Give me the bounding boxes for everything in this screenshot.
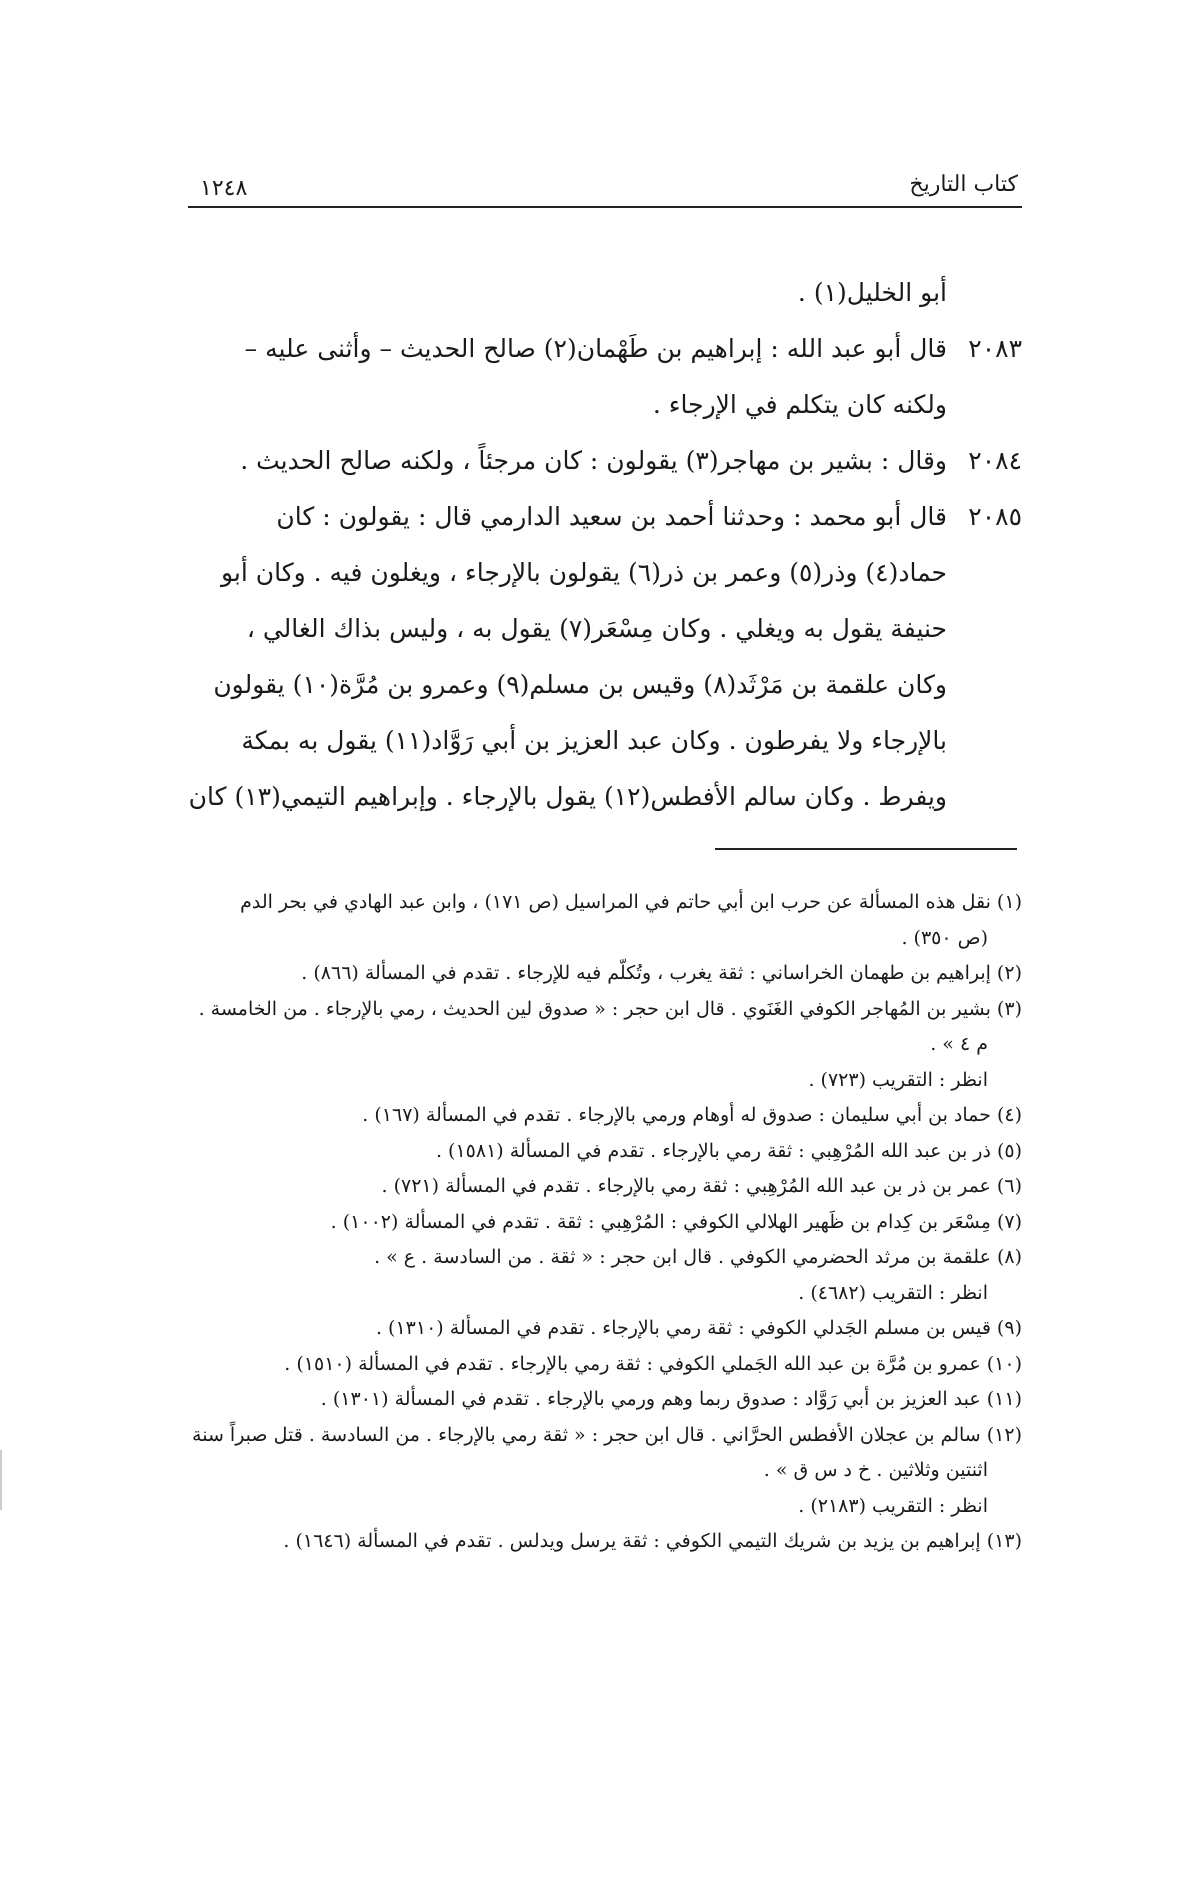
line-text: أبو الخليل(١) . [797,278,947,307]
footnote-line [176,1524,1022,1560]
footnote-line [176,921,1022,957]
footnote-text: (١) نقل هذه المسألة عن حرب ابن أبي حاتم في المراسيل (ص ١٧١) ، وابن عبد الهادي في بحر الدم [240,891,1022,913]
footnote-line [176,1347,1022,1383]
footnote-line [176,1382,1022,1418]
footnote-line [176,885,1022,921]
footnotes [176,885,1022,1560]
footnote-line [176,1134,1022,1170]
entry-number: ٢٠٨٤ [968,446,1022,475]
footnote-line [176,1489,1022,1525]
footnote-text: (١٠) عمرو بن مُرَّة بن عبد الله الجَملي الكوفي : ثقة رمي بالإرجاء . تقدم في المسألة (١٥١٠) . [284,1352,1022,1375]
footnote-text: (٤) حماد بن أبي سليمان : صدوق له أوهام ورمي بالإرجاء . تقدم في المسألة (١٦٧) . [362,1104,1022,1126]
footnote-line [176,1098,1022,1134]
footnote-text: (٧) مِسْعَر بن كِدام بن ظَهير الهلالي الكوفي : المُرْهِبي : ثقة . تقدم في المسألة (١٠٠٢) . [330,1210,1022,1233]
text-line [188,433,1022,489]
footnote-text: م ٤ » . [930,1033,988,1055]
line-text: حماد(٤) وذر(٥) وعمر بن ذر(٦) يقولون بالإرجاء ، ويغلون فيه . وكان أبو [220,558,947,587]
line-text: وقال : بشير بن مهاجر(٣) يقولون : كان مرجئاً ، ولكنه صالح الحديث . [240,446,947,475]
footnote-text: انظر : التقريب (٧٢٣) . [808,1068,988,1091]
footnote-text: (١١) عبد العزيز بن أبي رَوَّاد : صدوق ربما وهم ورمي بالإرجاء . تقدم في المسألة (١٣٠١) . [320,1388,1022,1410]
text-line [188,545,1022,601]
page-number: ١٢٤٨ [200,176,248,201]
line-text: ولكنه كان يتكلم في الإرجاء . [652,390,947,419]
main-text [188,265,1022,825]
footnote-line [176,1418,1022,1454]
text-line [188,657,1022,713]
line-text: ويفرط . وكان سالم الأفطس(١٢) يقول بالإرجاء . وإبراهيم التيمي(١٣) كان [188,782,947,811]
line-text: حنيفة يقول به ويغلي . وكان مِسْعَر(٧) يقول به ، وليس بذاك الغالي ، [246,614,947,643]
text-line [188,321,1022,377]
text-line [188,769,1022,825]
text-line [188,377,1022,433]
footnote-line [176,1063,1022,1099]
footnote-text: (٣) بشير بن المُهاجر الكوفي الغَنَوي . قال ابن حجر : « صدوق لين الحديث ، رمي بالإرجاء . من الخامسة . [198,997,1022,1020]
line-text: قال أبو محمد : وحدثنا أحمد بن سعيد الدارمي قال : يقولون : كان [276,502,947,531]
footnote-line [176,1453,1022,1489]
footnote-line [176,992,1022,1028]
footnote-text: اثنتين وثلاثين . خ د س ق » . [763,1459,988,1481]
footnote-separator [715,848,1017,850]
footnote-line [176,1276,1022,1312]
line-text: بالإرجاء ولا يفرطون . وكان عبد العزيز بن أبي رَوَّاد(١١) يقول به بمكة [241,726,947,755]
footnote-text: (٥) ذر بن عبد الله المُرْهِبي : ثقة رمي بالإرجاء . تقدم في المسألة (١٥٨١) . [435,1139,1022,1162]
scan-edge-mark [0,1450,2,1510]
text-line [188,265,1022,321]
text-line [188,489,1022,545]
text-line [188,601,1022,657]
footnote-text: (١٢) سالم بن عجلان الأفطس الحرَّاني . قال ابن حجر : « ثقة رمي بالإرجاء . من السادسة . قتل صبراً سنة [192,1423,1022,1446]
footnote-text: (٢) إبراهيم بن طهمان الخراساني : ثقة يغرب ، وتُكلّم فيه للإرجاء . تقدم في المسألة (٨٦٦) . [301,962,1022,984]
footnote-line [176,1240,1022,1276]
footnote-line [176,1205,1022,1241]
line-text: قال أبو عبد الله : إبراهيم بن طَهْمان(٢) صالح الحديث – وأثنى عليه – [244,334,947,363]
footnote-text: انظر : التقريب (٢١٨٣) . [798,1494,988,1517]
entry-number: ٢٠٨٣ [968,334,1022,363]
running-title: كتاب التاريخ [909,172,1018,197]
footnote-line [176,1169,1022,1205]
footnote-line [176,1311,1022,1347]
footnote-text: (٩) قيس بن مسلم الجَدلي الكوفي : ثقة رمي بالإرجاء . تقدم في المسألة (١٣١٠) . [375,1317,1022,1339]
footnote-text: (١٣) إبراهيم بن يزيد بن شريك التيمي الكوفي : ثقة يرسل ويدلس . تقدم في المسألة (١٦٤٦) . [283,1530,1022,1552]
footnote-text: (٦) عمر بن ذر بن عبد الله المُرْهِبي : ثقة رمي بالإرجاء . تقدم في المسألة (٧٢١) . [381,1175,1022,1197]
footnote-line [176,956,1022,992]
text-line [188,713,1022,769]
page-header [188,170,1022,208]
entry-number: ٢٠٨٥ [968,502,1022,531]
footnote-line [176,1027,1022,1063]
footnote-text: انظر : التقريب (٤٦٨٢) . [798,1281,988,1304]
footnote-text: (٨) علقمة بن مرثد الحضرمي الكوفي . قال ابن حجر : « ثقة . من السادسة . ع » . [374,1246,1022,1268]
footnote-text: (ص ٣٥٠) . [901,926,988,949]
line-text: وكان علقمة بن مَرْثَد(٨) وقيس بن مسلم(٩) وعمرو بن مُرَّة(١٠) يقولون [213,670,947,699]
